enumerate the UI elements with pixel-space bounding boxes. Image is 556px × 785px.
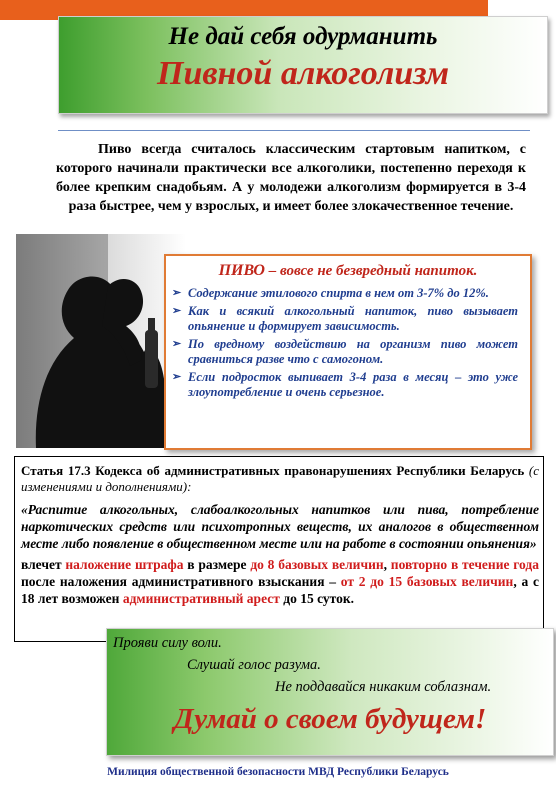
beer-title-rest: – вовсе не безвредный напиток. [264,263,478,279]
beer-box-title [166,262,530,280]
motivation-slogan: Думай о своем будущем! [173,703,487,735]
arrow-right-icon: ➢ [172,371,182,383]
motivation-line-1: Прояви силу воли. [113,635,222,651]
law-quote: «Распитие алкогольных, слабоалкогольных напитков или пива, потребление наркотических средств или психотропных веществ, их аналогов в общественном месте либо появление в общественном месте или на работе в состоянии опьянения» [21,502,539,551]
beer-title-word: ПИВО [218,262,265,279]
sad-man-silhouette-image [16,234,186,448]
intro-paragraph: Пиво всегда считалось классическим стартовым напитком, с которого начинали практически все алкоголики, постепенно переходя к более крепким снадобьям. А у молодежи алкоголизм формируется в 3-4 раза быстрее, чем у взрослых, и имеет более злокачественное течение. [56,142,526,214]
beer-warning-box [164,254,532,450]
header-title: Пивной алкоголизм [157,55,449,92]
header-banner [58,16,548,114]
arrow-right-icon: ➢ [172,338,182,350]
arrow-right-icon: ➢ [172,305,182,317]
law-penalty: влечет наложение штрафа в размере до 8 базовых величин, повторно в течение года после наложения административного взыскания – от 2 до 15 базовых величин, а с 18 лет возможен административный арест до 15 суток. [21,557,539,606]
law-heading-note: (с изменениями и дополнениями): [21,463,539,494]
law-article-box [14,456,544,642]
publisher-credit: Милиция общественной безопасности МВД Республики Беларусь [107,766,449,778]
motivation-box [106,628,554,756]
divider-line [58,130,530,131]
motivation-line-2: Слушай голос разума. [187,657,321,673]
arrow-right-icon: ➢ [172,287,182,299]
beer-fact-item: ➢ Если подросток выпивает 3-4 раза в месяц – это уже злоупотребление и очень серьезное. [172,370,518,399]
header-subtitle: Не дай себя одурманить [168,23,438,50]
beer-fact-item: ➢ По вредному воздействию на организм пиво может сравниться разве что с самогоном. [172,337,518,366]
beer-facts-list [172,286,518,403]
beer-fact-item: ➢ Как и всякий алкогольный напиток, пиво вызывает опьянение и формирует зависимость. [172,304,518,333]
beer-fact-item: ➢ Содержание этилового спирта в нем от 3-7% до 12%. [172,286,489,300]
law-heading: Статья 17.3 Кодекса об административных правонарушениях Республики Беларусь (с изменениями и дополнениями): [21,463,539,494]
motivation-line-3: Не поддавайся никаким соблазнам. [275,679,492,695]
